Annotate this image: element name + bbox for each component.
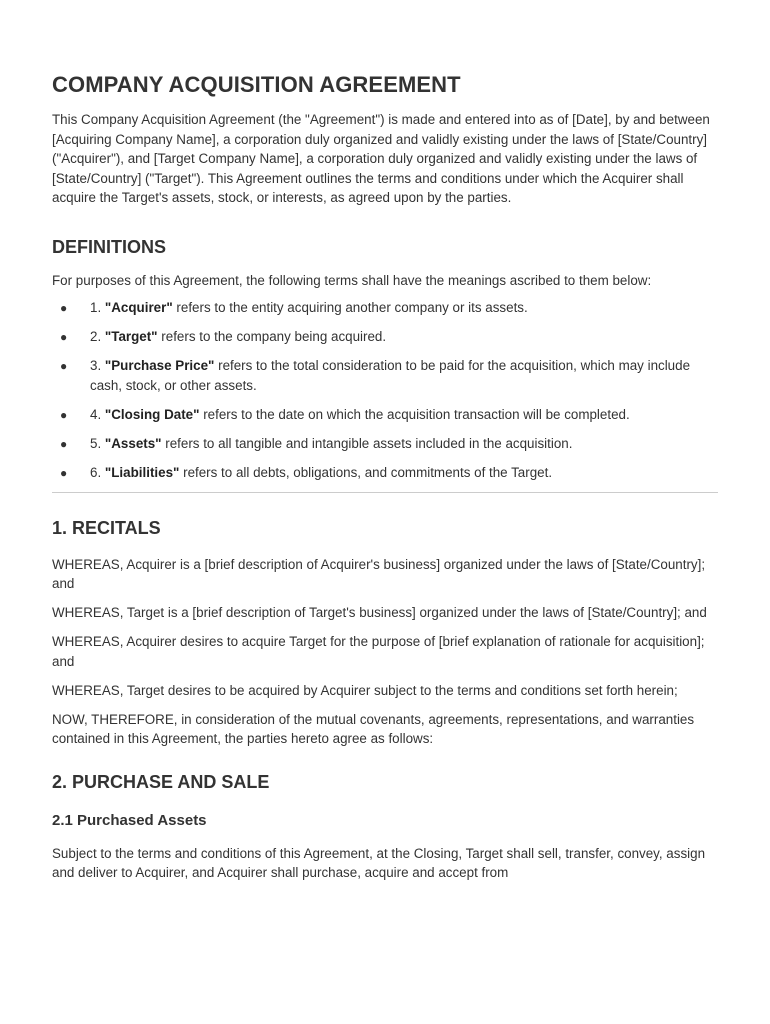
definition-term: "Purchase Price" <box>104 358 215 373</box>
document-title: COMPANY ACQUISITION AGREEMENT <box>52 72 461 97</box>
definition-item <box>52 434 718 454</box>
recital-paragraph: WHEREAS, Target desires to be acquired by Acquirer subject to the terms and conditions set forth herein; <box>52 682 678 698</box>
definition-number: 4. <box>90 406 102 422</box>
recital-paragraph: WHEREAS, Target is a [brief description of Target's business] organized under the laws of [State/Country]; and <box>52 605 707 620</box>
recitals-section <box>52 515 718 749</box>
purchased-assets-heading: 2.1 Purchased Assets <box>52 811 207 829</box>
recitals-heading: 1. RECITALS <box>52 517 161 538</box>
definitions-section <box>52 234 718 483</box>
definition-text: refers to the date on which the acquisition transaction will be completed. <box>203 406 630 422</box>
definition-item <box>52 463 718 483</box>
bullet-icon: ● <box>60 301 68 315</box>
definition-item <box>52 405 718 425</box>
recital-paragraph: NOW, THEREFORE, in consideration of the mutual covenants, agreements, representations, and warranties contained in this Agreement, the parties hereto agree as follows: <box>52 711 695 746</box>
definitions-lead: For purposes of this Agreement, the following terms shall have the meanings ascribed to them below: <box>52 272 652 288</box>
definition-number: 2. <box>90 329 102 344</box>
definition-number: 6. <box>90 464 102 480</box>
intro-paragraph: This Company Acquisition Agreement (the "Agreement") is made and entered into as of [Date], by and between [Acquiring Company Name], a corporation duly organized and validly existing under the laws of [State/Country] ("Acquirer"), and [Target Company Name], a corporation duly organized and validly existing under the laws of [State/Country] ("Target"). This Agreement outlines the terms and conditions under which the Acquirer shall acquire the Target's assets, stock, or interests, as agreed upon by the parties. <box>52 112 710 205</box>
bullet-icon: ● <box>60 359 68 373</box>
bullet-icon: ● <box>60 330 68 344</box>
definition-term: "Assets" <box>104 435 162 451</box>
definition-item <box>52 356 718 395</box>
definition-text: refers to the company being acquired. <box>161 329 387 344</box>
recital-paragraph: WHEREAS, Acquirer desires to acquire Target for the purpose of [brief explanation of rationale for acquisition]; and <box>52 634 705 669</box>
definition-number: 1. <box>90 300 102 315</box>
purchase-sale-heading: 2. PURCHASE AND SALE <box>52 771 270 792</box>
definition-term: "Closing Date" <box>104 406 200 422</box>
definitions-list <box>52 298 718 482</box>
recital-paragraph: WHEREAS, Acquirer is a [brief description of Acquirer's business] organized under the laws of [State/Country]; and <box>52 556 706 591</box>
definition-term: "Target" <box>104 329 158 344</box>
definition-number: 5. <box>90 435 102 451</box>
bullet-icon: ● <box>60 436 68 451</box>
definitions-heading: DEFINITIONS <box>52 236 167 257</box>
bullet-icon: ● <box>60 407 68 422</box>
definition-text: refers to all debts, obligations, and commitments of the Target. <box>183 464 553 480</box>
purchased-assets-paragraph: Subject to the terms and conditions of this Agreement, at the Closing, Target shall sell, transfer, convey, assign and deliver to Acquirer, and Acquirer shall purchase, acquire and accept from <box>52 845 706 880</box>
definition-text: refers to the entity acquiring another company or its assets. <box>176 300 528 315</box>
bullet-icon: ● <box>60 465 68 480</box>
definition-item <box>52 298 718 318</box>
definition-text: refers to all tangible and intangible assets included in the acquisition. <box>165 435 573 451</box>
section-divider <box>52 492 718 493</box>
definition-term: "Acquirer" <box>104 300 173 315</box>
definition-term: "Liabilities" <box>104 464 180 480</box>
definition-text: refers to the total consideration to be paid for the acquisition, which may include cash, stock, or other assets. <box>90 358 691 393</box>
definition-item <box>52 327 718 347</box>
purchase-sale-section <box>52 769 718 883</box>
definition-number: 3. <box>90 358 102 373</box>
